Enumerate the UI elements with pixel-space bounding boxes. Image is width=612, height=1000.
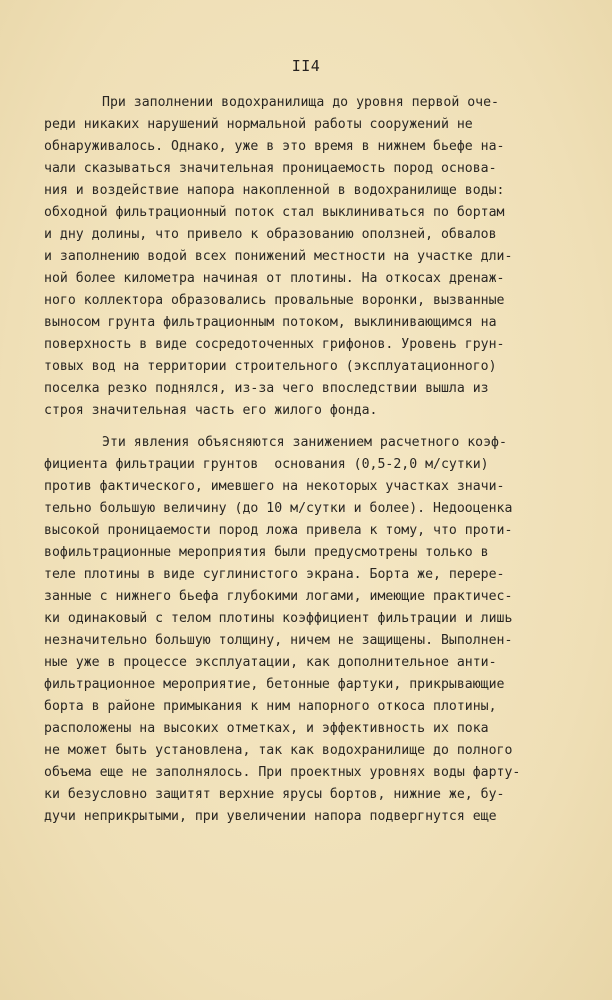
text-line: Эти явления объясняются занижением расчетного коэф- bbox=[102, 435, 507, 450]
text-line: объема еще не заполнялось. При проектных уровнях воды фарту- bbox=[44, 765, 521, 780]
text-line: обходной фильтрационный поток стал выклиниваться по бортам bbox=[44, 205, 505, 220]
text-line: незначительно большую толщину, ничем не защищены. Выполнен- bbox=[44, 633, 513, 648]
text-line: фильтрационное мероприятие, бетонные фартуки, прикрывающие bbox=[44, 677, 505, 692]
text-line: высокой проницаемости пород ложа привела к тому, что проти- bbox=[44, 523, 513, 538]
text-line: теле плотины в виде суглинистого экрана. Борта же, перере- bbox=[44, 567, 505, 582]
text-line: и дну долины, что привело к образованию оползней, обвалов bbox=[44, 227, 497, 242]
text-line: реди никаких нарушений нормальной работы сооружений не bbox=[44, 117, 473, 132]
text-line: тельно большую величину (до 10 м/сутки и более). Недооценка bbox=[44, 501, 513, 516]
text-line: обнаруживалось. Однако, уже в это время в нижнем бьефе на- bbox=[44, 139, 505, 154]
text-line: ки безусловно защитят верхние ярусы бортов, нижние же, бу- bbox=[44, 787, 505, 802]
text-line: фициента фильтрации грунтов основания (0,5-2,0 м/сутки) bbox=[44, 457, 489, 472]
text-line: расположены на высоких отметках, и эффективность их пока bbox=[44, 721, 489, 736]
text-line: против фактического, имевшего на некоторых участках значи- bbox=[44, 479, 505, 494]
text-line: ния и воздействие напора накопленной в водохранилище воды: bbox=[44, 183, 505, 198]
text-line: ного коллектора образовались провальные воронки, вызванные bbox=[44, 293, 505, 308]
text-line: борта в районе примыкания к ним напорного откоса плотины, bbox=[44, 699, 497, 714]
text-line: строя значительная часть его жилого фонда. bbox=[44, 403, 378, 418]
text-line: поверхность в виде сосредоточенных грифонов. Уровень грун- bbox=[44, 337, 505, 352]
text-line: При заполнении водохранилища до уровня первой оче- bbox=[102, 95, 499, 110]
text-line: ки одинаковый с телом плотины коэффициент фильтрации и лишь bbox=[44, 611, 513, 626]
text-line: выносом грунта фильтрационным потоком, выклинивающимся на bbox=[44, 315, 497, 330]
text-line: занные с нижнего бьефа глубокими логами, имеющие практичес- bbox=[44, 589, 513, 604]
page-number: II4 bbox=[291, 57, 321, 75]
text-line: чали сказываться значительная проницаемость пород основа- bbox=[44, 161, 497, 176]
text-line: вофильтрационные мероприятия были предусмотрены только в bbox=[44, 545, 489, 560]
text-line: ной более километра начиная от плотины. На откосах дренаж- bbox=[44, 271, 505, 286]
text-line: товых вод на территории строительного (эксплуатационного) bbox=[44, 359, 497, 374]
text-line: дучи неприкрытыми, при увеличении напора подвергнутся еще bbox=[44, 809, 497, 824]
text-line: и заполнению водой всех понижений местности на участке дли- bbox=[44, 249, 513, 264]
text-line: ные уже в процессе эксплуатации, как дополнительное анти- bbox=[44, 655, 497, 670]
text-line: не может быть установлена, так как водохранилище до полного bbox=[44, 743, 513, 758]
text-line: поселка резко поднялся, из-за чего впоследствии вышла из bbox=[44, 381, 489, 396]
